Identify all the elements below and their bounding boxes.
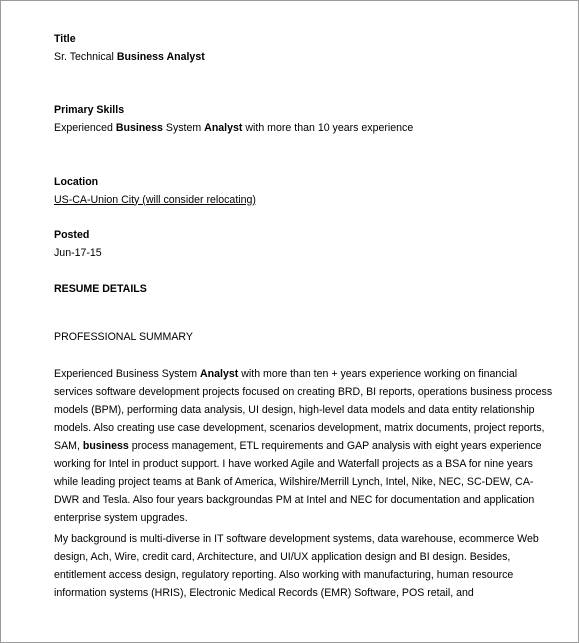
summary-p1-bold-1: Analyst — [200, 368, 239, 380]
summary-p1-text-2: with more than ten + years experience working on financial services software development projects focused on creating BRD, BI reports, operations business process models (BPM), performing data analysis, UI design, high-level data models and data entity relationship models. Also creating use case development, scenarios development, matrix documents, project reports, SAM, — [54, 368, 553, 452]
title-label: Title — [54, 33, 76, 45]
summary-paragraph-2: My background is multi-diverse in IT software development systems, data warehouse, ecommerce Web design, Ach, Wire, credit card, Architecture, and UI/UX application design and BI design. Besides, entitlement access design, regulatory reporting. Also working with manufacturing, human resource information systems (HRIS), Electronic Medical Records (EMR) Software, POS retail, and — [54, 533, 539, 599]
posted-label: Posted — [54, 229, 90, 241]
resume-document — [54, 31, 554, 602]
location-label: Location — [54, 176, 99, 188]
professional-summary-heading: PROFESSIONAL SUMMARY — [54, 330, 193, 343]
primary-skills-value — [54, 120, 554, 138]
location-value — [54, 192, 554, 210]
primary-skills-text-3: with more than 10 years experience — [242, 121, 414, 134]
primary-skills-label: Primary Skills — [54, 104, 125, 116]
location-value-text: US-CA-Union City (will consider relocating — [54, 193, 253, 206]
summary-p1-text-3: process management, ETL requirements and GAP analysis with eight years experience working for Intel in product support. I have worked Agile and Waterfall projects as a BSA for nine years while leading project teams at Bank of America, Wilshire/Merrill Lynch, Intel, Nike, NEC, SC-DEW, CA-DWR and Tesla. Also four years backgroundas PM at Intel and NEC for documentation and application enterprise system upgrades. — [54, 440, 542, 524]
summary-p1-bold-2: business — [82, 440, 129, 452]
primary-skills-bold-2: Analyst — [204, 121, 243, 134]
summary-paragraph-1 — [54, 365, 554, 527]
primary-skills-bold-1: Business — [115, 121, 163, 134]
posted-value: Jun-17-15 — [54, 246, 102, 259]
title-value-prefix: Sr. Technical — [54, 50, 117, 63]
title-value — [54, 49, 554, 67]
summary-p1-text-1: Experienced Business System — [54, 368, 201, 380]
title-value-bold: Business Analyst — [116, 50, 205, 63]
primary-skills-text-2: System — [162, 121, 205, 134]
location-value-underlined: ) — [252, 193, 256, 206]
resume-details-heading: RESUME DETAILS — [54, 283, 147, 295]
primary-skills-text-1: Experienced — [54, 121, 116, 134]
